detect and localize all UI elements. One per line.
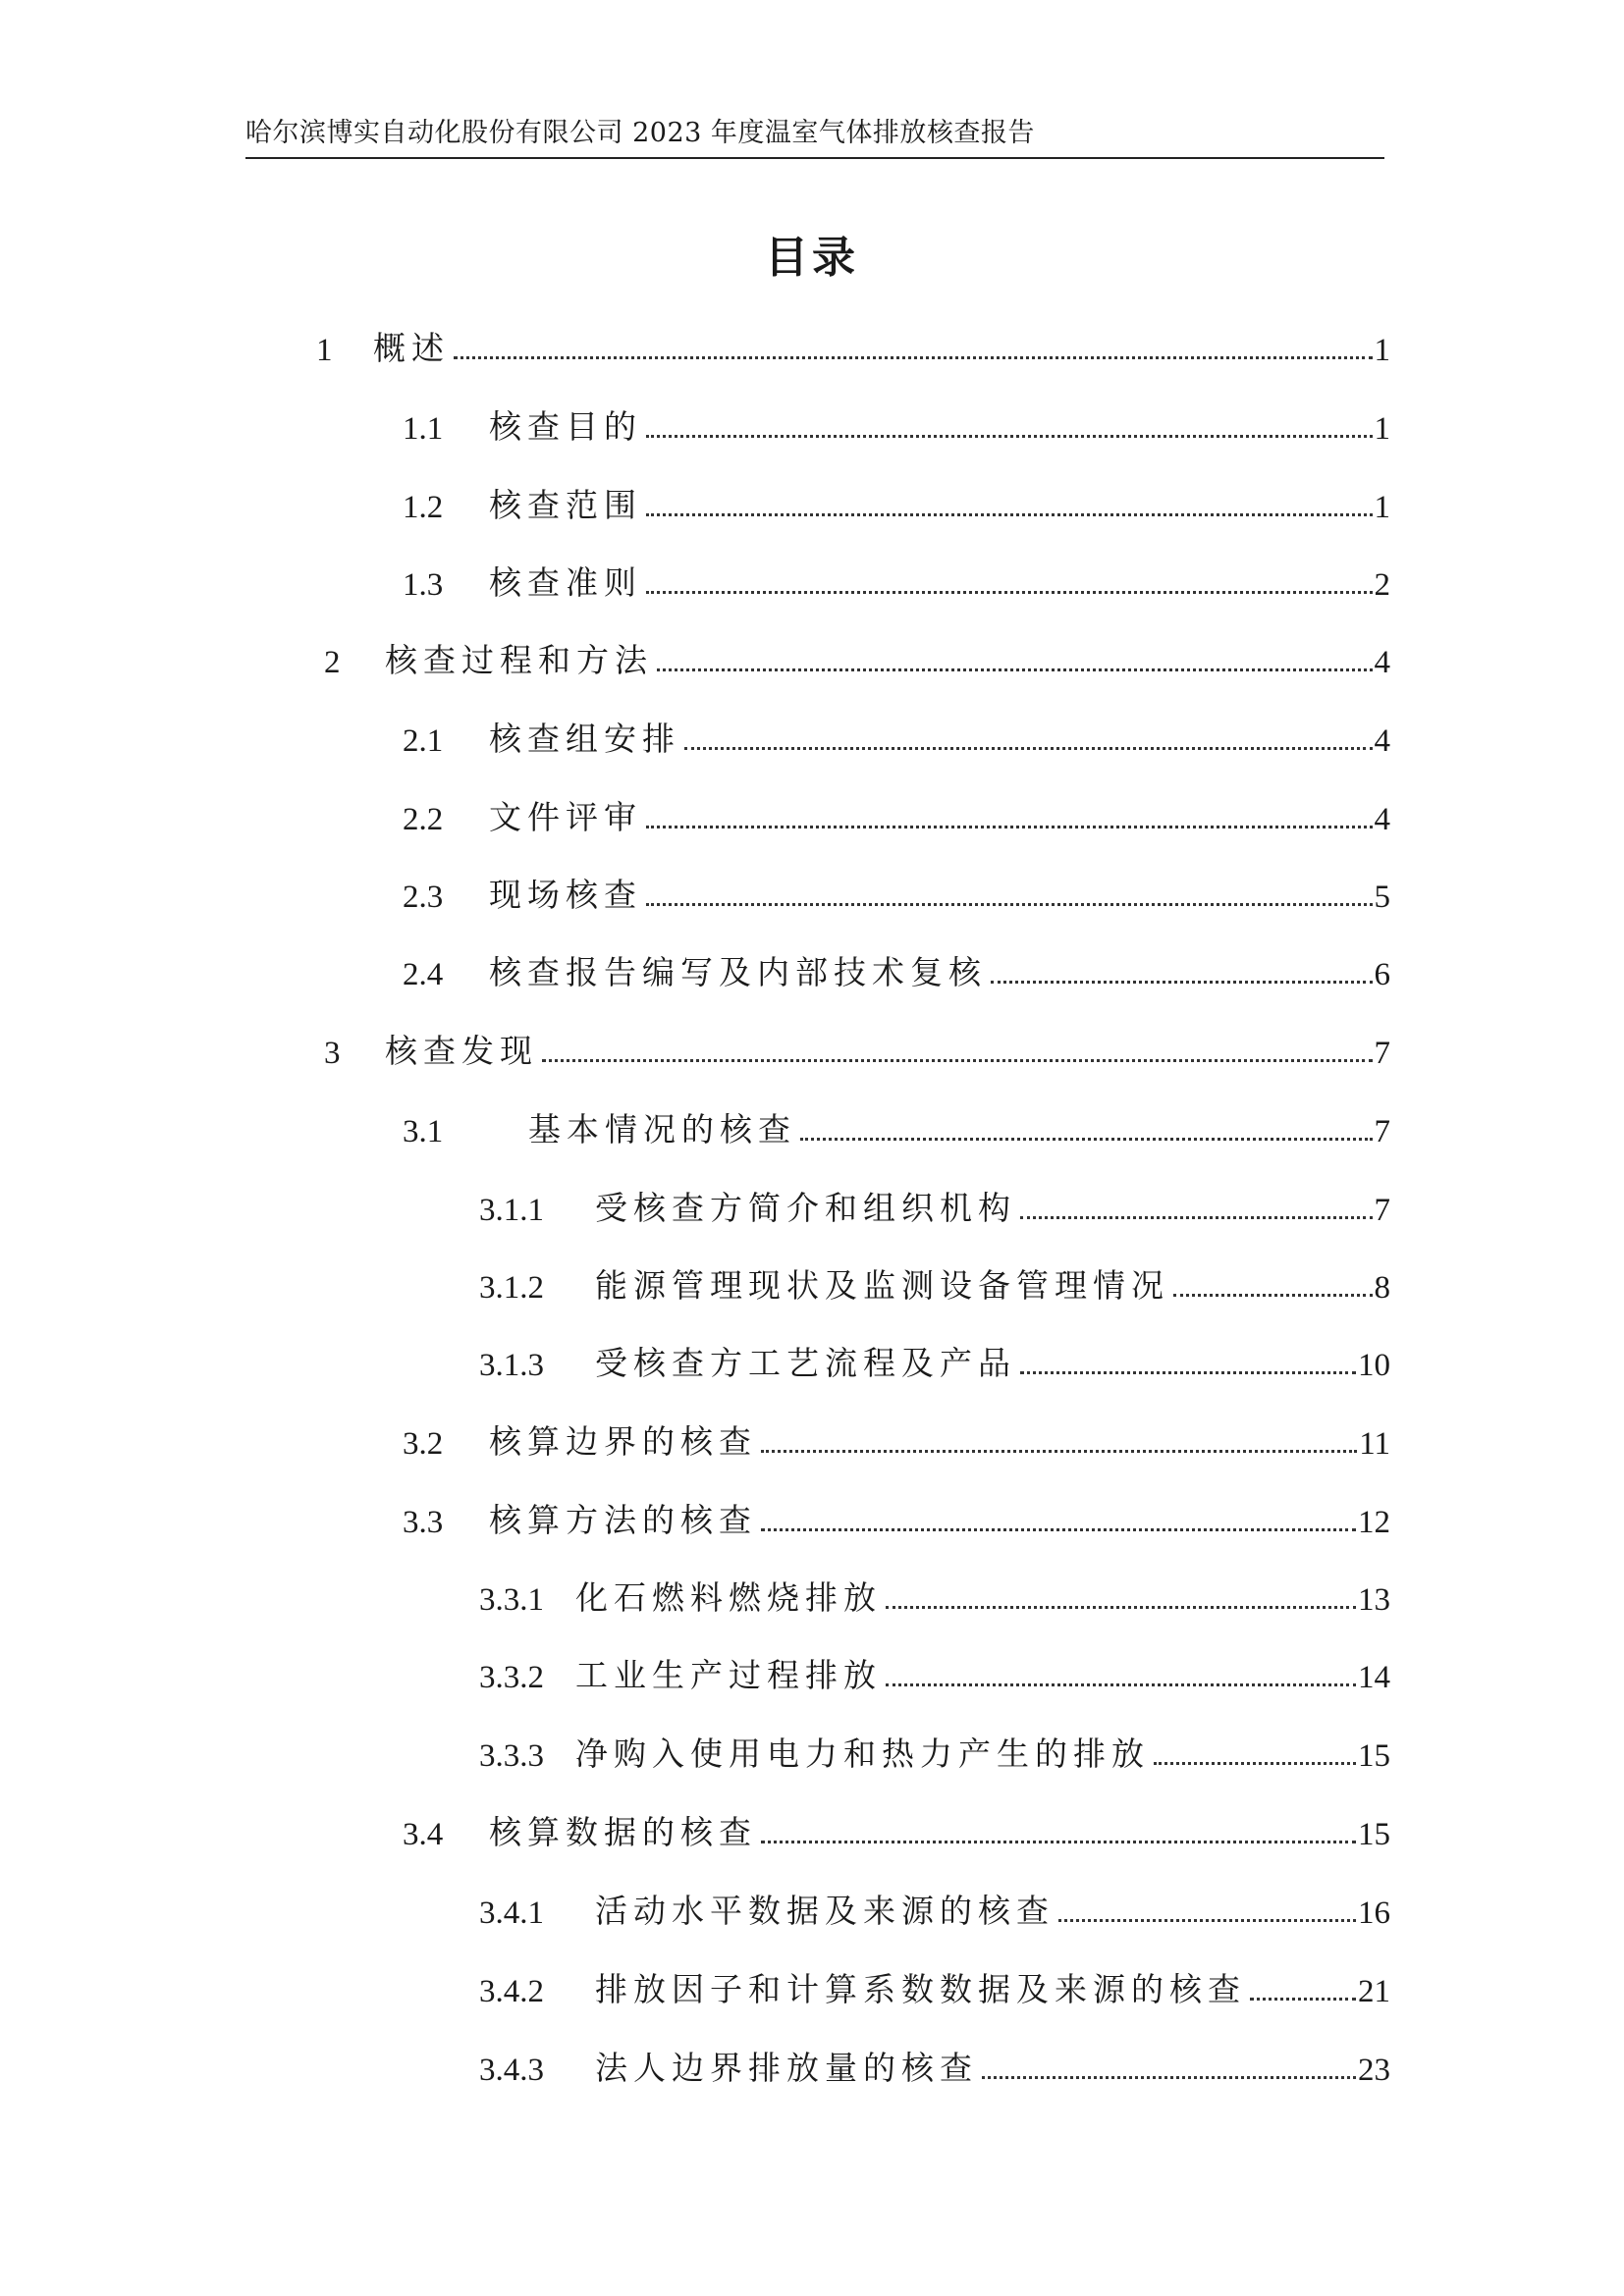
dot-leader <box>761 1528 1356 1531</box>
toc-entry-number: 3.1.3 <box>479 1348 544 1383</box>
toc-entry-title: 核查范围 <box>489 486 642 524</box>
toc-title: 目录 <box>765 233 859 283</box>
toc-entry-title: 能源管理现状及监测设备管理情况 <box>595 1266 1169 1305</box>
toc-entry-title: 受核查方简介和组织机构 <box>595 1189 1016 1227</box>
toc-entry-page: 1 <box>1374 333 1390 368</box>
toc-entry-number: 3.2 <box>403 1426 444 1462</box>
toc-entry-title: 现场核查 <box>489 876 642 914</box>
toc-entry-title: 净购入使用电力和热力产生的排放 <box>575 1735 1150 1773</box>
toc-entry[interactable] <box>479 1963 1390 2010</box>
toc-entry-title: 文件评审 <box>489 798 642 836</box>
toc-entry-number: 3.4.2 <box>479 1974 544 2009</box>
toc-entry-number: 3.4.3 <box>479 2053 544 2088</box>
toc-entry-number: 2.2 <box>403 802 444 837</box>
dot-leader <box>1154 1762 1356 1765</box>
toc-entry-title: 核查准则 <box>489 563 642 602</box>
toc-entry-number: 3.1.2 <box>479 1270 544 1306</box>
dot-leader <box>1058 1919 1356 1922</box>
header-title: 哈尔滨博实自动化股份有限公司 2023 年度温室气体排放核查报告 <box>245 118 1035 148</box>
dot-leader <box>1173 1294 1373 1297</box>
dot-leader <box>646 435 1373 438</box>
toc-entry-number: 3.4.1 <box>479 1896 544 1931</box>
dot-leader <box>646 591 1373 594</box>
toc-entry[interactable] <box>403 1415 1390 1463</box>
dot-leader <box>991 981 1373 984</box>
toc-entry[interactable] <box>403 400 1390 448</box>
toc-entry-number: 1.2 <box>403 490 444 525</box>
toc-entry-page: 4 <box>1374 802 1390 837</box>
toc-entry-page: 6 <box>1374 957 1390 992</box>
toc-entry-page: 2 <box>1374 567 1390 603</box>
toc-entry-page: 16 <box>1358 1896 1390 1931</box>
toc-entry-number: 1.1 <box>403 411 444 447</box>
toc-entry-title: 基本情况的核查 <box>528 1110 796 1148</box>
toc-entry-page: 21 <box>1358 1974 1390 2009</box>
toc-entry[interactable] <box>479 1259 1390 1307</box>
toc-entry-page: 11 <box>1359 1426 1390 1462</box>
dot-leader <box>646 903 1373 906</box>
toc-entry[interactable] <box>324 634 1390 681</box>
toc-entry-number: 3.1.1 <box>479 1193 544 1228</box>
toc-entry-number: 2.1 <box>403 723 444 759</box>
toc-entry-number: 3 <box>324 1036 341 1071</box>
toc-entry-number: 1.3 <box>403 567 444 603</box>
toc-entry-number: 3.3.3 <box>479 1738 544 1774</box>
dot-leader <box>646 513 1373 516</box>
toc-entry-page: 13 <box>1358 1582 1390 1618</box>
toc-entry-page: 7 <box>1374 1036 1390 1071</box>
toc-entry[interactable] <box>479 1885 1390 1932</box>
toc-entry-page: 7 <box>1374 1114 1390 1149</box>
toc-entry-title: 化石燃料燃烧排放 <box>575 1578 882 1617</box>
toc-entry-title: 法人边界排放量的核查 <box>595 2049 978 2087</box>
toc-entry-page: 15 <box>1358 1817 1390 1852</box>
toc-entry-title: 排放因子和计算系数数据及来源的核查 <box>595 1970 1246 2008</box>
toc-entry-page: 14 <box>1358 1660 1390 1695</box>
toc-entry[interactable] <box>403 946 1390 993</box>
toc-entry-page: 4 <box>1374 723 1390 759</box>
toc-entry[interactable] <box>479 2042 1390 2089</box>
toc-entry[interactable] <box>403 791 1390 838</box>
toc-entry-page: 15 <box>1358 1738 1390 1774</box>
toc-entry-title: 概述 <box>373 329 450 367</box>
toc-entry[interactable] <box>324 1025 1390 1072</box>
toc-entry[interactable] <box>403 869 1390 916</box>
toc-entry-title: 活动水平数据及来源的核查 <box>595 1892 1055 1930</box>
dot-leader <box>886 1606 1356 1609</box>
dot-leader <box>1020 1216 1373 1219</box>
toc-entry-page: 1 <box>1374 490 1390 525</box>
toc-entry-number: 1 <box>316 333 333 368</box>
toc-entry-page: 4 <box>1374 645 1390 680</box>
toc-entry-title: 受核查方工艺流程及产品 <box>595 1344 1016 1382</box>
toc-entry-number: 3.3.1 <box>479 1582 544 1618</box>
toc-entry[interactable] <box>403 1494 1390 1541</box>
toc-entry[interactable] <box>479 1182 1390 1229</box>
toc-entry-title: 核查发现 <box>385 1032 538 1070</box>
dot-leader <box>646 826 1373 828</box>
toc-entry-number: 3.3.2 <box>479 1660 544 1695</box>
toc-entry-page: 10 <box>1358 1348 1390 1383</box>
toc-entry[interactable] <box>479 1337 1390 1384</box>
toc-entry-page: 5 <box>1374 880 1390 915</box>
toc-entry-number: 3.4 <box>403 1817 444 1852</box>
toc-entry[interactable] <box>403 557 1390 604</box>
dot-leader <box>1020 1371 1356 1374</box>
dot-leader <box>684 747 1373 750</box>
toc-entry-title: 核算方法的核查 <box>489 1501 757 1539</box>
toc-entry-title: 核查报告编写及内部技术复核 <box>489 953 987 991</box>
dot-leader <box>761 1841 1356 1843</box>
dot-leader <box>1250 1998 1356 2001</box>
toc-entry[interactable] <box>479 1649 1390 1696</box>
toc-entry[interactable] <box>403 1806 1390 1853</box>
toc-entry[interactable] <box>316 322 1390 369</box>
toc-entry-number: 2.3 <box>403 880 444 915</box>
dot-leader <box>454 356 1373 359</box>
toc-entry[interactable] <box>479 1572 1390 1619</box>
dot-leader <box>542 1059 1373 1062</box>
toc-entry-title: 核查组安排 <box>489 720 680 758</box>
toc-entry-title: 核算数据的核查 <box>489 1813 757 1851</box>
toc-entry[interactable] <box>403 479 1390 526</box>
toc-entry-number: 2 <box>324 645 341 680</box>
toc-entry-page: 23 <box>1358 2053 1390 2088</box>
toc-entry-number: 3.3 <box>403 1505 444 1540</box>
toc-entry-title: 核查目的 <box>489 407 642 446</box>
toc-entry[interactable] <box>479 1728 1390 1775</box>
toc-entry-number: 2.4 <box>403 957 444 992</box>
dot-leader <box>761 1450 1357 1453</box>
toc-entry-page: 1 <box>1374 411 1390 447</box>
toc-entry-page: 7 <box>1374 1193 1390 1228</box>
toc-entry-page: 8 <box>1374 1270 1390 1306</box>
toc-entry[interactable] <box>403 713 1390 760</box>
dot-leader <box>800 1138 1373 1141</box>
dot-leader <box>657 668 1373 671</box>
dot-leader <box>886 1683 1356 1686</box>
toc-entry-title: 核算边界的核查 <box>489 1422 757 1461</box>
toc-entry-number: 3.1 <box>403 1114 444 1149</box>
toc-entry-page: 12 <box>1358 1505 1390 1540</box>
toc-entry[interactable] <box>403 1103 1390 1150</box>
toc-entry-title: 核查过程和方法 <box>385 641 653 679</box>
dot-leader <box>982 2076 1356 2079</box>
toc-entry-title: 工业生产过程排放 <box>575 1656 882 1694</box>
